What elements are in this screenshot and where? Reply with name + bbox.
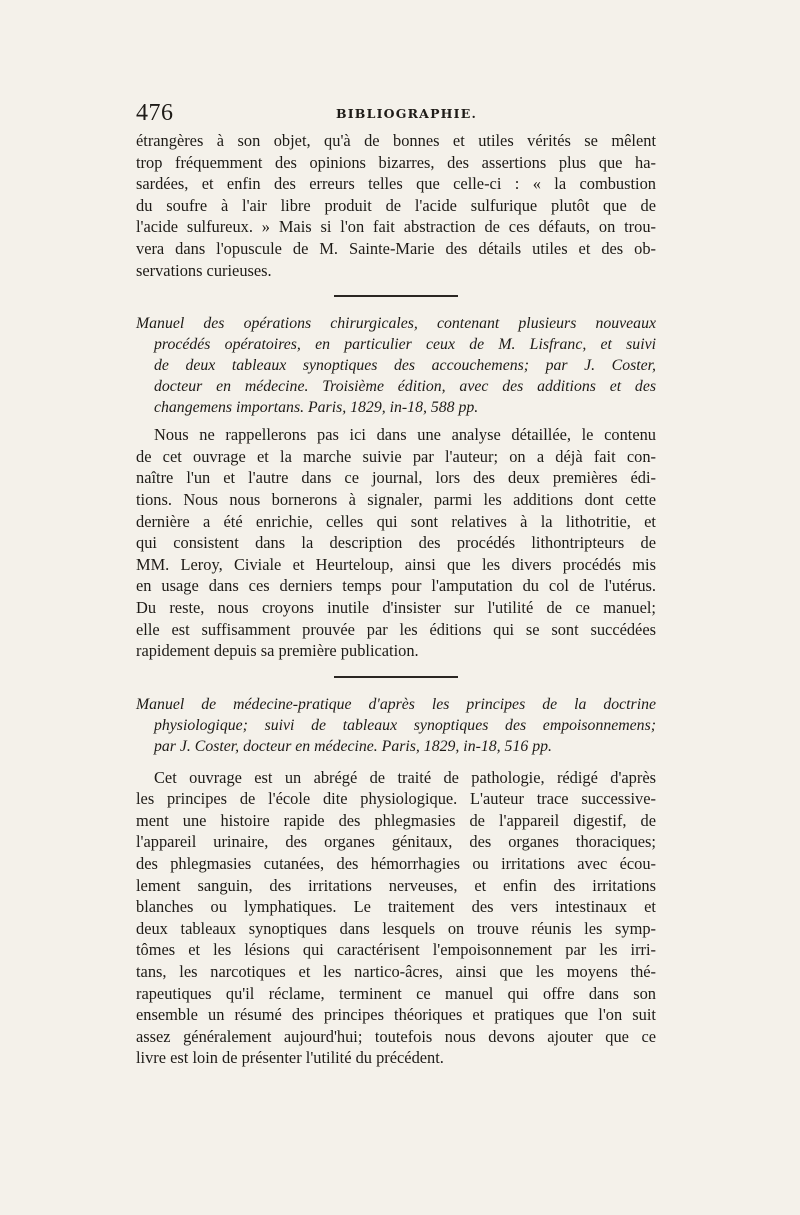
text-line: lement sanguin, des irritations nerveuses, et enfin des irritations: [136, 875, 656, 895]
text-line: rapidement depuis sa première publication.: [136, 641, 419, 661]
entry2-body: [136, 767, 656, 1069]
title-line: Manuel de médecine-pratique d'après les principes de la doctrine: [136, 695, 656, 713]
continuation-paragraph: [136, 130, 656, 281]
section-divider: [334, 295, 458, 297]
section-divider: [334, 676, 458, 678]
page-number: 476: [136, 100, 174, 126]
text-line: deux tableaux synoptiques dans lesquels on trouve réunis les symp-: [136, 918, 656, 938]
entry1-title: [136, 313, 656, 418]
text-line: Cet ouvrage est un abrégé de traité de pathologie, rédigé d'après: [154, 767, 656, 787]
text-line: qui consistent dans la description des procédés lithontripteurs de: [136, 533, 656, 553]
text-line: servations curieuses.: [136, 260, 272, 280]
text-line: l'acide sulfureux. » Mais si l'on fait abstraction de ces défauts, on trou-: [136, 217, 656, 237]
entry1-body: [136, 424, 656, 662]
text-line: tômes et les lésions qui caractérisent l'empoisonnement par les irri-: [136, 940, 656, 960]
text-line: naître l'un et l'autre dans ce journal, lors des deux premières édi-: [136, 468, 656, 488]
text-line: livre est loin de présenter l'utilité du précédent.: [136, 1048, 444, 1068]
running-head: BIBLIOGRAPHIE.: [336, 106, 478, 121]
text-line: sardées, et enfin des erreurs telles que celle-ci : « la combustion: [136, 174, 656, 194]
text-line: de cet ouvrage et la marche suivie par l'auteur; on a déjà fait con-: [136, 446, 656, 466]
text-line: dernière a été enrichie, celles qui sont relatives à la lithotritie, et: [136, 511, 656, 531]
title-line: changemens importans. Paris, 1829, in-18, 588 pp.: [154, 399, 479, 417]
text-line: les principes de l'école dite physiologique. L'auteur trace successive-: [136, 789, 656, 809]
text-line: en usage dans ces derniers temps pour l'amputation du col de l'utérus.: [136, 576, 656, 596]
text-line: assez généralement aujourd'hui; toutefois nous devons ajouter que ce: [136, 1026, 656, 1046]
title-line: procédés opératoires, en particulier ceux de M. Lisfranc, et suivi: [154, 336, 656, 354]
text-line: Du reste, nous croyons inutile d'insister sur l'utilité de ce manuel;: [136, 597, 656, 617]
text-line: blanches ou lymphatiques. Le traitement des vers intestinaux et: [136, 897, 656, 917]
text-line: étrangères à son objet, qu'à de bonnes et utiles vérités se mêlent: [136, 131, 656, 150]
title-line: Manuel des opérations chirurgicales, contenant plusieurs nouveaux: [136, 315, 656, 333]
title-line: physiologique; suivi de tableaux synoptiques des empoisonnemens;: [154, 716, 656, 734]
text-line: du soufre à l'air libre produit de l'acide sulfurique plutôt que de: [136, 195, 656, 215]
entry2-title: [136, 694, 656, 757]
title-line: de deux tableaux synoptiques des accouchemens; par J. Coster,: [154, 357, 656, 375]
title-line: par J. Coster, docteur en médecine. Paris, 1829, in-18, 516 pp.: [154, 737, 552, 755]
text-line: ensemble un résumé des principes théoriques et pratiques que l'on suit: [136, 1005, 656, 1025]
text-line: ment une histoire rapide des phlegmasies de l'appareil digestif, de: [136, 810, 656, 830]
text-line: Nous ne rappellerons pas ici dans une analyse détaillée, le contenu: [154, 425, 656, 445]
text-line: elle est suffisamment prouvée par les éditions qui se sont succédées: [136, 619, 656, 639]
page-header: [136, 100, 656, 130]
text-line: tions. Nous nous bornerons à signaler, parmi les additions dont cette: [136, 489, 656, 509]
text-line: MM. Leroy, Civiale et Heurteloup, ainsi que les divers procédés mis: [136, 554, 656, 574]
text-line: rapeutiques qu'il réclame, terminent ce manuel qui offre dans son: [136, 983, 656, 1003]
text-line: trop fréquemment des opinions bizarres, des assertions plus que ha-: [136, 152, 656, 172]
text-line: des phlegmasies cutanées, des hémorrhagies ou irritations avec écou-: [136, 854, 656, 874]
text-line: l'appareil urinaire, des organes génitaux, des organes thoraciques;: [136, 832, 656, 852]
text-line: tans, les narcotiques et les nartico-âcres, ainsi que les moyens thé-: [136, 962, 656, 982]
title-line: docteur en médecine. Troisième édition, avec des additions et des: [154, 378, 656, 396]
text-line: vera dans l'opuscule de M. Sainte-Marie des détails utiles et des ob-: [136, 238, 656, 258]
book-page: [136, 100, 656, 1069]
